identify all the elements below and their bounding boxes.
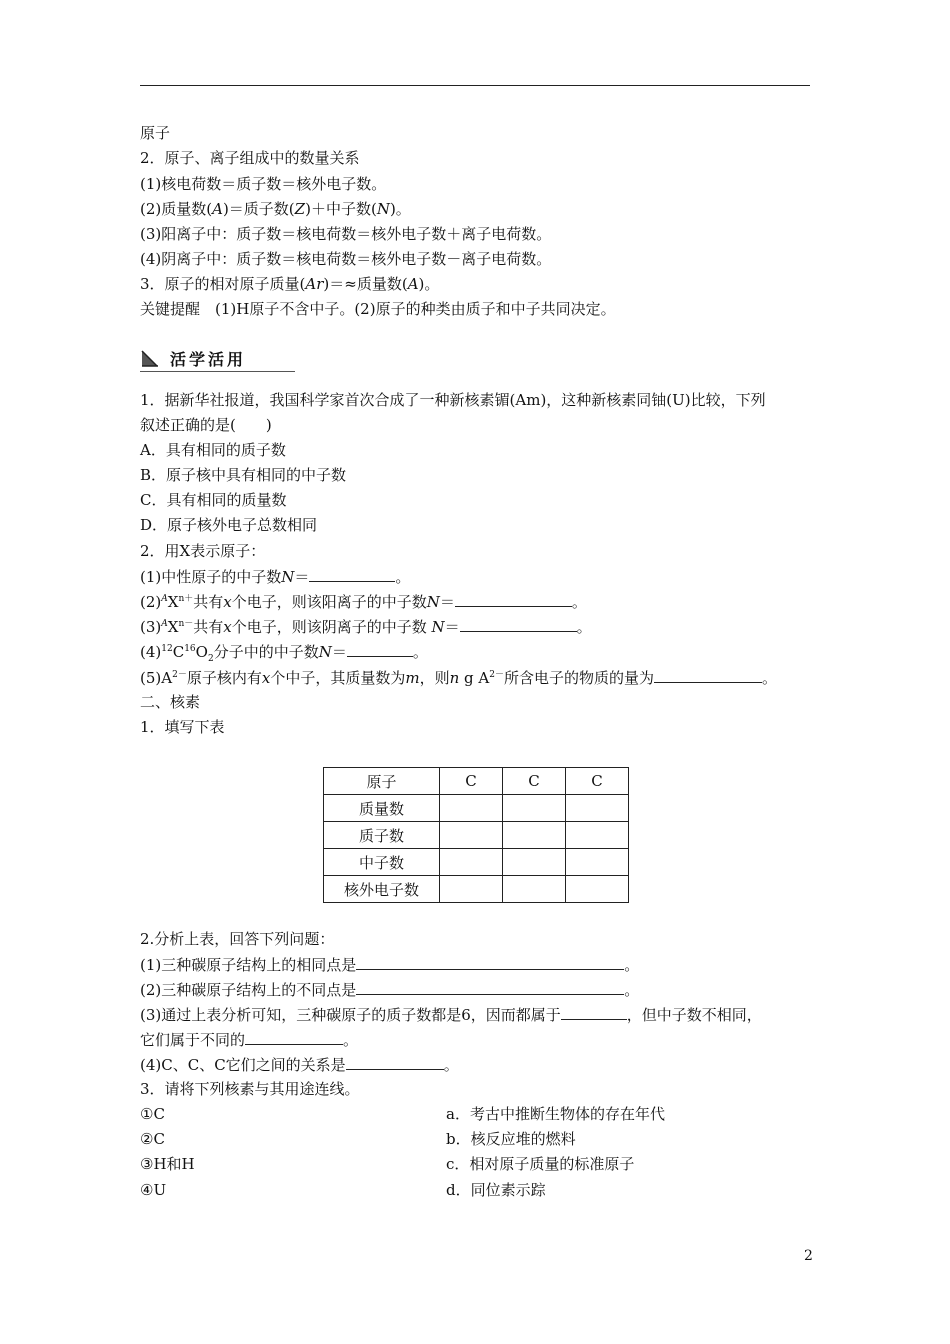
answer-blank[interactable]: [455, 591, 572, 607]
q2-part1: (1)中性原子的中子数N＝ 。: [140, 568, 411, 586]
table-row: [324, 795, 629, 822]
q1-stem-line2: 叙述正确的是( ): [140, 416, 272, 434]
analysis-part4: (4)C、C、C它们之间的关系是 。: [140, 1056, 459, 1074]
empty-cell[interactable]: [503, 849, 566, 876]
section-header-icon: [140, 348, 160, 368]
analysis-part1: (1)三种碳原子结构上的相同点是 。: [140, 956, 640, 974]
table-header-cell: C: [503, 768, 566, 795]
row-label: 核外电子数: [324, 876, 440, 903]
empty-cell[interactable]: [440, 795, 503, 822]
table-header-cell: C: [566, 768, 629, 795]
table-header-row: [324, 768, 629, 795]
table-row: [324, 849, 629, 876]
answer-blank[interactable]: [460, 616, 577, 632]
empty-cell[interactable]: [440, 849, 503, 876]
answer-blank[interactable]: [346, 1054, 444, 1070]
answer-blank[interactable]: [309, 566, 395, 582]
q1-option-a: A．具有相同的质子数: [140, 441, 286, 459]
answer-blank[interactable]: [561, 1004, 627, 1020]
empty-cell[interactable]: [503, 795, 566, 822]
q1-option-d: D．原子核外电子总数相同: [140, 516, 318, 534]
match-right-item: d．同位素示踪: [446, 1181, 546, 1199]
empty-cell[interactable]: [566, 876, 629, 903]
section-header-title: 活学活用: [170, 350, 247, 369]
intro-atom-word: 原子: [140, 124, 171, 142]
answer-blank[interactable]: [347, 641, 413, 657]
analysis-part3-line2: 它们属于不同的 。: [140, 1031, 359, 1049]
match-right-item: c．相对原子质量的标准原子: [446, 1155, 635, 1173]
empty-cell[interactable]: [503, 876, 566, 903]
rule-3: (3)阳离子中：质子数＝核电荷数＝核外电子数＋离子电荷数。: [140, 225, 552, 243]
q1-option-b: B．原子核中具有相同的中子数: [140, 466, 347, 484]
section-header-rule: [140, 371, 295, 372]
q2-part4: $(4)^{12}C^{16}O_2$分子中的中子数N＝ 。: [140, 643, 428, 664]
page-number: 2: [804, 1248, 813, 1264]
empty-cell[interactable]: [566, 795, 629, 822]
empty-cell[interactable]: [566, 822, 629, 849]
match-left-item: ③H和H: [140, 1155, 195, 1173]
key-reminder: 关键提醒 (1)H原子不含中子。(2)原子的种类由质子和中子共同决定。: [140, 300, 616, 318]
q2-part3: $(3)^AX^{n-}$共有x个电子，则该阴离子的中子数 N＝ 。: [140, 618, 592, 636]
rule-2: (2)质量数(A)＝质子数(Z)＋中子数(N)。: [140, 200, 411, 218]
match-right-item: a．考古中推断生物体的存在年代: [446, 1105, 665, 1123]
q2-part5: $(5)A^{2-}$原子核内有x个中子，其质量数为m，则n g $A^{2-}$所含电子的物质的量为 。: [140, 669, 777, 687]
q2-part2: $(2)^AX^{n+}$共有x个电子，则该阳离子的中子数N＝ 。: [140, 593, 587, 611]
rule-1: (1)核电荷数＝质子数＝核外电子数。: [140, 175, 387, 193]
match-left-item: ①C: [140, 1105, 165, 1123]
section-3-line: 3．原子的相对原子质量(Ar)＝≈质量数(A)。: [140, 275, 440, 293]
fill-table-instruction: 1．填写下表: [140, 718, 225, 736]
match-title: 3．请将下列核素与其用途连线。: [140, 1080, 360, 1098]
row-label: 质子数: [324, 822, 440, 849]
empty-cell[interactable]: [503, 822, 566, 849]
analysis-part3-line1: (3)通过上表分析可知，三种碳原子的质子数都是6，因而都属于 ，但中子数不相同，: [140, 1006, 762, 1024]
match-left-item: ④U: [140, 1181, 167, 1199]
row-label: 中子数: [324, 849, 440, 876]
table-header-cell: 原子: [324, 768, 440, 795]
match-left-item: ②C: [140, 1130, 165, 1148]
rule-4: (4)阴离子中：质子数＝核电荷数＝核外电子数－离子电荷数。: [140, 250, 552, 268]
analysis-title: 2.分析上表，回答下列问题：: [140, 930, 335, 948]
section-2-title: 2．原子、离子组成中的数量关系: [140, 149, 360, 167]
answer-blank[interactable]: [245, 1029, 343, 1045]
q1-stem-line1: 1．据新华社报道，我国科学家首次合成了一种新核素镅(Am)，这种新核素同铀(U)比较，下列: [140, 391, 766, 409]
header-rule: [140, 85, 810, 86]
empty-cell[interactable]: [440, 876, 503, 903]
answer-blank[interactable]: [356, 979, 624, 995]
table-header-cell: C: [440, 768, 503, 795]
table-row: [324, 822, 629, 849]
analysis-part2: (2)三种碳原子结构上的不同点是 。: [140, 981, 640, 999]
q2-title: 2．用X表示原子：: [140, 542, 266, 560]
match-right-item: b．核反应堆的燃料: [446, 1130, 576, 1148]
empty-cell[interactable]: [566, 849, 629, 876]
row-label: 质量数: [324, 795, 440, 822]
empty-cell[interactable]: [440, 822, 503, 849]
section-two-title: 二、核素: [140, 693, 201, 711]
answer-blank[interactable]: [356, 954, 624, 970]
table-row: [324, 876, 629, 903]
answer-blank[interactable]: [654, 667, 762, 683]
nuclide-table: [323, 767, 629, 903]
q1-option-c: C．具有相同的质量数: [140, 491, 287, 509]
